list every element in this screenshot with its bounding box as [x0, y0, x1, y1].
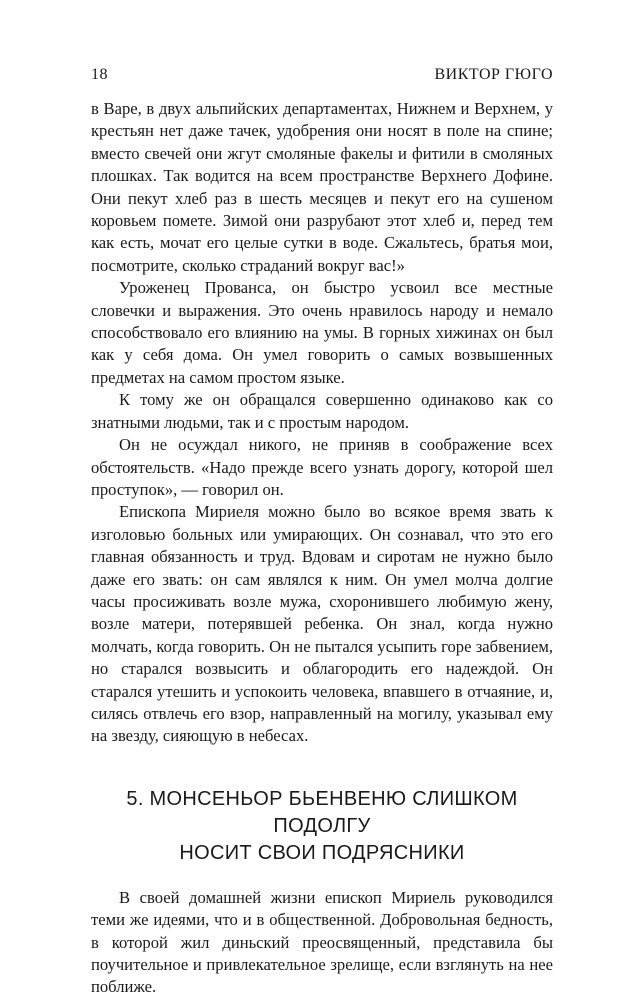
paragraph: Он не осуждал никого, не приняв в соображение всех обстоятельств. «Надо прежде всего узнать дорогу, которой шел проступок», — говорил он.	[91, 435, 553, 499]
running-head	[91, 66, 553, 88]
paragraph: Епископа Мириеля можно было во всякое время звать к изголовью больных или умирающих. Он сознавал, что это его главная обязанность и труд. Вдовам и сиротам не нужно было даже его звать: он сам являлся к ним. Он умел молча долгие часы просиживать возле мужа, схоронившего любимую жену, возле матери, потерявшей ребенка. Он знал, когда нужно молчать, когда говорить. Он не пытался усыпить горе забвением, но старался возвысить и облагородить его надеждой. Он старался утешить и успокоить человека, впавшего в отчаяние, и, силясь отвлечь его взор, направленный на могилу, указывал ему на звезду, сияющую в небесах.	[91, 502, 553, 746]
page-number: 18	[91, 66, 108, 83]
body-text	[91, 98, 553, 999]
book-page	[91, 66, 553, 999]
chapter-title	[91, 786, 553, 867]
paragraph: в Варе, в двух альпийских департаментах, Нижнем и Верхнем, у крестьян нет даже тачек, удобрения они носят в поле на спине; вместо свечей они жгут смоляные факелы и фитили в смоляных плошках. Так водится на всем пространстве Верхнего Дофине. Они пекут хлеб раз в шесть месяцев и пекут его на сушеном коровьем помете. Зимой они разрубают этот хлеб и, перед тем как есть, мочат его целые сутки в воде. Сжальтесь, братья мои, посмотрите, сколько страданий вокруг вас!»	[91, 99, 553, 275]
paragraph: Уроженец Прованса, он быстро усвоил все местные словечки и выражения. Это очень нравилось народу и немало способствовало его влиянию на умы. В горных хижинах он был как у себя дома. Он умел говорить о самых возвышенных предметах на самом простом языке.	[91, 278, 553, 387]
paragraph: К тому же он обращался совершенно одинаково как со знатными людьми, так и с простым народом.	[91, 390, 553, 432]
running-head-author: ВИКТОР ГЮГО	[434, 66, 553, 83]
chapter-title-line: 5. МОНСЕНЬОР БЬЕНВЕНЮ СЛИШКОМ ПОДОЛГУ	[126, 787, 518, 837]
paragraph: В своей домашней жизни епископ Мириель руководился теми же идеями, что и в общественной. Добровольная бедность, в которой жил диньский преосвященный, представила бы поучительное и привлекательное зрелище, если взглянуть на нее поближе.	[91, 887, 553, 997]
chapter-title-line: НОСИТ СВОИ ПОДРЯСНИКИ	[179, 841, 465, 864]
